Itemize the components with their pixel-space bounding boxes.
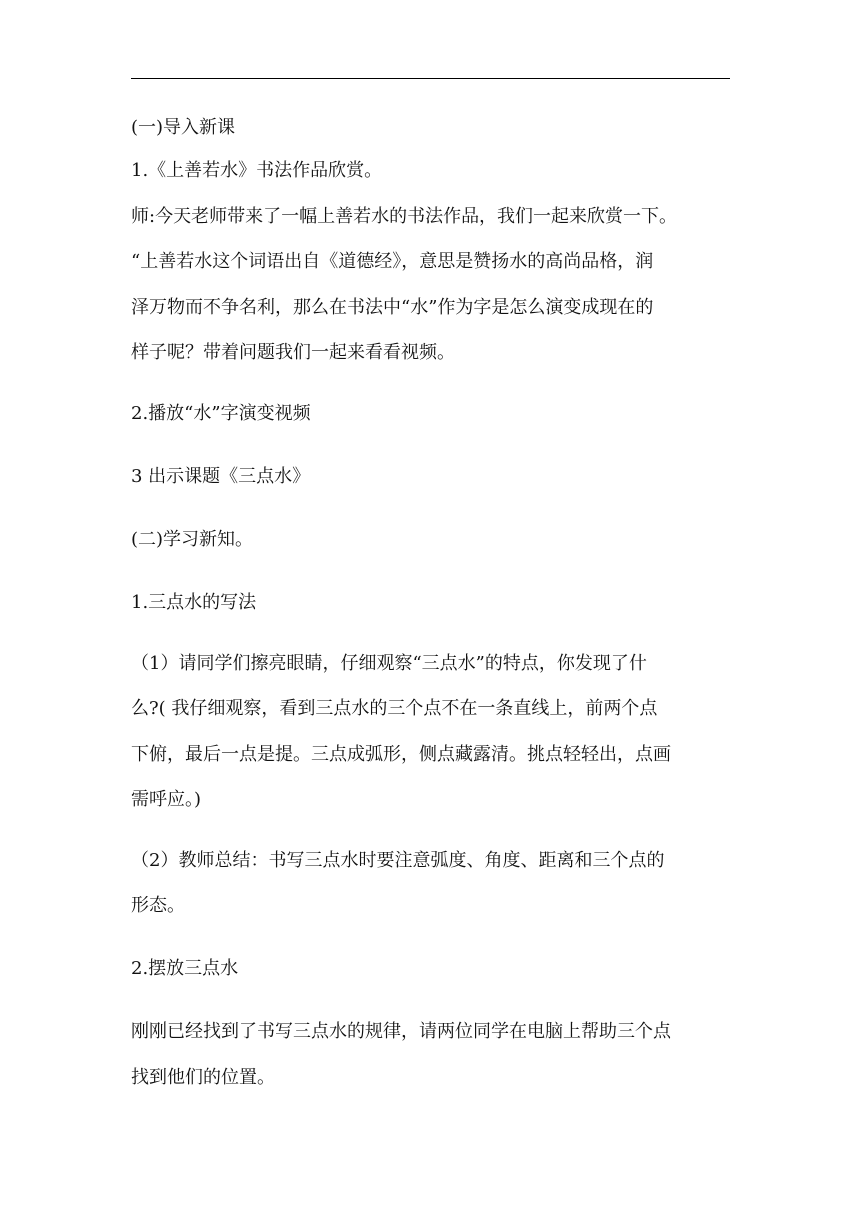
- item-play-video: 2.播放“水”字演变视频: [131, 403, 311, 424]
- paragraph-teacher-line-1: 师:今天老师带来了一幅上善若水的书法作品，我们一起来欣赏一下。: [131, 206, 678, 227]
- paragraph-summary-line-2: 形态。: [131, 895, 185, 916]
- paragraph-observe-line-2: 么?( 我仔细观察，看到三点水的三个点不在一条直线上，前两个点: [131, 698, 658, 719]
- paragraph-observe-line-1: （1）请同学们擦亮眼睛，仔细观察“三点水”的特点，你发现了什: [131, 653, 647, 674]
- paragraph-observe-line-4: 需呼应。): [131, 789, 202, 810]
- item-writing-method: 1.三点水的写法: [131, 592, 257, 613]
- item-calligraphy-appreciation: 1.《上善若水》书法作品欣赏。: [131, 160, 383, 181]
- paragraph-placement-line-1: 刚刚已经找到了书写三点水的规律，请两位同学在电脑上帮助三个点: [131, 1021, 671, 1042]
- paragraph-teacher-line-2: “上善若水这个词语出自《道德经》，意思是赞扬水的高尚品格，润: [131, 251, 654, 272]
- paragraph-placement-line-2: 找到他们的位置。: [131, 1067, 275, 1088]
- paragraph-teacher-line-3: 泽万物而不争名利，那么在书法中“水”作为字是怎么演变成现在的: [131, 297, 654, 318]
- paragraph-teacher-line-4: 样子呢？带着问题我们一起来看看视频。: [131, 342, 455, 363]
- section-heading-intro: (一)导入新课: [131, 117, 236, 138]
- header-rule: [131, 78, 730, 79]
- item-show-title: 3 出示课题《三点水》: [131, 466, 311, 487]
- section-heading-new-knowledge: (二)学习新知。: [131, 529, 254, 550]
- item-place-dots: 2.摆放三点水: [131, 958, 239, 979]
- paragraph-observe-line-3: 下俯，最后一点是提。三点成弧形，侧点藏露清。挑点轻轻出，点画: [131, 744, 671, 765]
- paragraph-summary-line-1: （2）教师总结：书写三点水时要注意弧度、角度、距离和三个点的: [131, 850, 665, 871]
